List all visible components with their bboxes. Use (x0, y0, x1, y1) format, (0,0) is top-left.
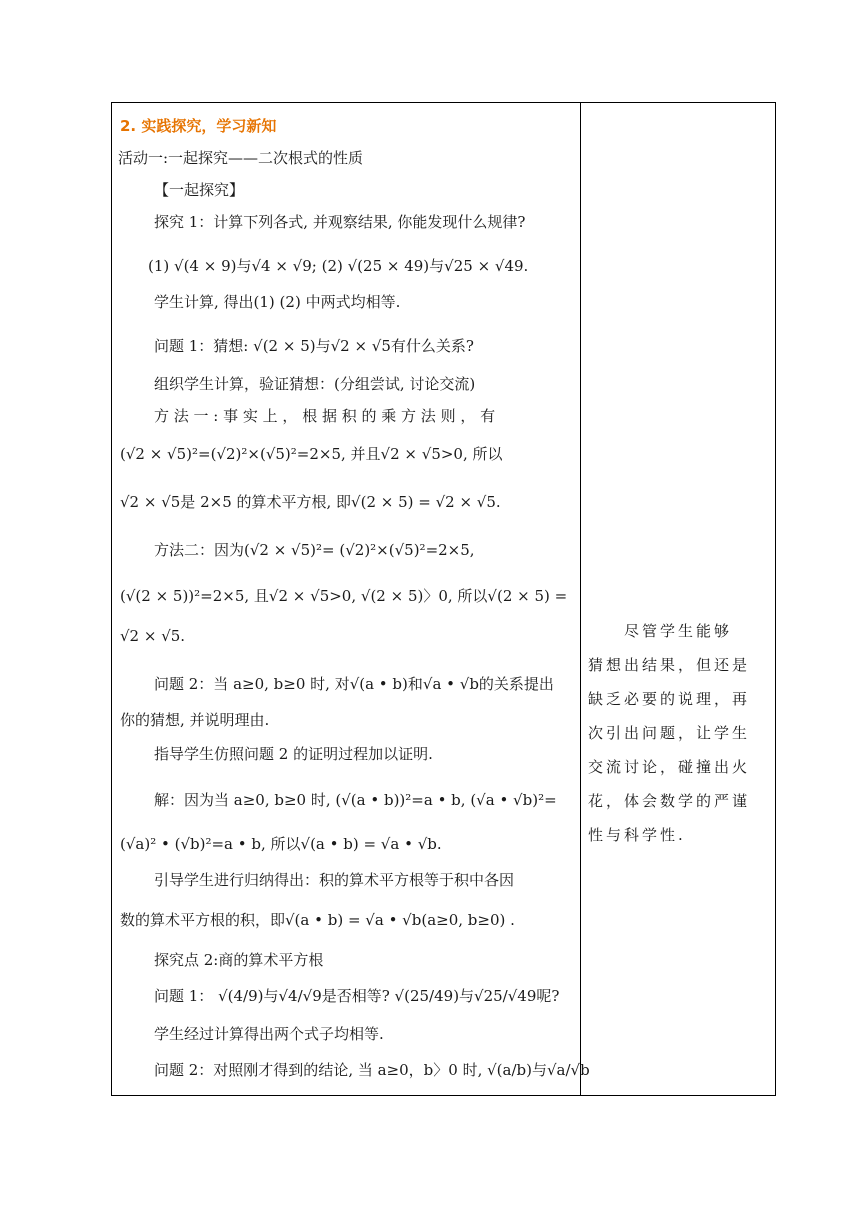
formula-line: (√(2 × 5))²=2×5, 且√2 × √5>0, √(2 × 5)〉0, 所以√(2 × 5) = (120, 587, 568, 605)
lesson-table (111, 102, 776, 1096)
activity-title: 活动一:一起探究——二次根式的性质 (118, 149, 364, 167)
text-line: 组织学生计算，验证猜想：(分组尝试, 讨论交流) (154, 375, 476, 393)
column-divider (580, 103, 581, 1095)
text-line: 探究点 2:商的算术平方根 (154, 951, 324, 969)
note-line: 次引出问题，让学生 (588, 724, 751, 742)
side-note (588, 614, 760, 852)
formula-line: 问题 1：猜想: √(2 × 5)与√2 × √5有什么关系? (154, 337, 474, 355)
formula-line: (√2 × √5)²=(√2)²×(√5)²=2×5, 并且√2 × √5>0, 所以 (120, 445, 503, 463)
note-line: 花，体会数学的严谨 (588, 792, 751, 810)
note-line: 猜想出结果，但还是 (588, 656, 751, 674)
formula-line: 数的算术平方根的积，即√(a • b) = √a • √b(a≥0, b≥0) . (120, 911, 515, 929)
formula-line: (√a)² • (√b)²=a • b, 所以√(a • b) = √a • √b. (120, 835, 442, 853)
explore-label: 【一起探究】 (154, 181, 245, 199)
text-line: 指导学生仿照问题 2 的证明过程加以证明. (154, 745, 433, 763)
text-line: 引导学生进行归纳得出：积的算术平方根等于积中各因 (154, 871, 515, 889)
formula-line: 方法二：因为(√2 × √5)²= (√2)²×(√5)²=2×5, (154, 541, 475, 559)
text-line: 你的猜想, 并说明理由. (120, 711, 270, 729)
text-line: 学生计算, 得出(1) (2) 中两式均相等. (154, 293, 401, 311)
formula-line: 问题 2：当 a≥0, b≥0 时, 对√(a • b)和√a • √b的关系提出 (154, 675, 554, 693)
note-line: 尽管学生能够 (588, 622, 733, 640)
note-line: 缺乏必要的说理，再 (588, 690, 751, 708)
formula-line: √2 × √5是 2×5 的算术平方根, 即√(2 × 5) = √2 × √5. (120, 493, 501, 511)
text-line: 方 法 一 : 事 实 上 ， 根 据 积 的 乘 方 法 则 ， 有 (154, 407, 496, 425)
formula-line: 问题 2：对照刚才得到的结论, 当 a≥0，b〉0 时, √(a/b)与√a/√b (154, 1061, 590, 1079)
text-line: 探究 1：计算下列各式, 并观察结果, 你能发现什么规律? (154, 213, 526, 231)
note-line: 交流讨论，碰撞出火 (588, 758, 751, 776)
section-heading: 2. 实践探究，学习新知 (120, 117, 277, 135)
formula-line: √2 × √5. (120, 627, 186, 645)
formula-line: (1) √(4 × 9)与√4 × √9; (2) √(25 × 49)与√25 × √49. (148, 257, 529, 275)
text-line: 学生经过计算得出两个式子均相等. (154, 1025, 384, 1043)
formula-line: 问题 1： √(4/9)与√4/√9是否相等? √(25/49)与√25/√49呢? (154, 987, 560, 1005)
note-line: 性与科学性. (588, 826, 686, 844)
formula-line: 解：因为当 a≥0, b≥0 时, (√(a • b))²=a • b, (√a • √b)²= (154, 791, 557, 809)
